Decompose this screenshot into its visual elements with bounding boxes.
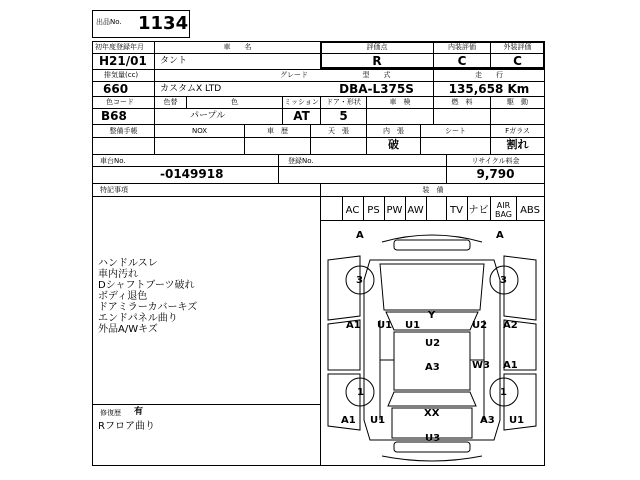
damage-mark: 1 <box>500 387 507 398</box>
seat-label: シート <box>445 127 466 135</box>
color-label: 色 <box>231 98 238 106</box>
displacement-label: 排気量(cc) <box>104 71 139 79</box>
equip-aw: AW <box>407 205 424 216</box>
color-code-value: B68 <box>101 109 127 123</box>
interior-panel-label: 内 張 <box>383 127 404 135</box>
reg-date-label: 初年度登録年月 <box>95 43 144 51</box>
history-label: 車 歴 <box>267 127 288 135</box>
note-item: 外品A/Wキズ <box>98 324 158 335</box>
repair-value: 有 <box>134 407 144 417</box>
chassis-value: -0149918 <box>160 167 224 181</box>
fuel-label: 燃 料 <box>451 98 473 106</box>
grade-label: グレード <box>280 71 308 79</box>
damage-mark: XX <box>424 408 440 419</box>
mission-value: AT <box>293 109 310 123</box>
grade-value: カスタムX LTD <box>160 84 222 94</box>
model-code-value: DBA-L375S <box>339 82 414 96</box>
damage-mark: U1 <box>509 415 525 426</box>
equip-navi: ナビ <box>468 205 489 216</box>
lot-number-value: 1134 <box>138 13 189 34</box>
note-item: ハンドルスレ <box>98 258 158 269</box>
interior-grade-value: C <box>457 54 467 68</box>
score-label: 評価点 <box>366 43 388 51</box>
equip-ps: PS <box>367 205 380 216</box>
equip-airbag: AIR BAG <box>494 201 513 219</box>
damage-mark: A <box>356 230 364 241</box>
color-change-label: 色替 <box>163 98 178 106</box>
repair-detail: Rフロア曲り <box>98 421 155 432</box>
equip-blank <box>426 202 446 220</box>
drive-label: 駆 動 <box>507 98 528 106</box>
exterior-grade-value: C <box>513 54 522 68</box>
note-item: ドアミラーカバーキズ <box>98 302 198 313</box>
equip-tv: TV <box>450 205 463 216</box>
car-name-value: タント <box>160 56 188 66</box>
interior-grade-label: 内装評価 <box>448 43 476 51</box>
score-value: R <box>372 54 382 68</box>
mileage-label: 走 行 <box>475 71 503 79</box>
damage-mark: 1 <box>357 387 364 398</box>
damage-mark: U1 <box>377 320 393 331</box>
exterior-grade-label: 外装評価 <box>503 43 532 51</box>
equip-pw: PW <box>386 205 403 216</box>
manual-label: 整備手帳 <box>109 127 138 135</box>
repair-label: 修復歴 <box>100 409 121 417</box>
mission-label: ミッション <box>284 98 319 106</box>
damage-mark: A2 <box>503 320 518 331</box>
damage-mark: A1 <box>503 360 518 371</box>
interior-panel-value: 破 <box>388 138 399 151</box>
displacement-value: 660 <box>103 82 129 96</box>
equipment-label: 装 備 <box>422 186 444 194</box>
damage-mark: U1 <box>370 415 386 426</box>
inspection-label: 車 検 <box>389 98 411 106</box>
damage-mark: U2 <box>472 320 488 331</box>
color-code-label: 色コード <box>106 98 134 106</box>
damage-mark: A1 <box>341 415 356 426</box>
damage-mark: A1 <box>346 320 361 331</box>
damage-mark: 3 <box>356 275 363 286</box>
recycle-label: リサイクル料金 <box>471 157 520 165</box>
notes-label: 特記事項 <box>100 186 128 194</box>
damage-mark: A3 <box>425 362 440 373</box>
ceiling-label: 天 張 <box>328 127 349 135</box>
equip-abs: ABS <box>520 205 540 216</box>
chassis-label: 車台No. <box>100 157 126 165</box>
recycle-value: 9,790 <box>476 167 515 181</box>
model-code-label: 型 式 <box>362 71 391 79</box>
lot-number-label: 出品No. <box>96 18 122 26</box>
damage-mark: U2 <box>425 338 441 349</box>
damage-mark: 3 <box>500 275 507 286</box>
damage-mark: Y <box>428 310 436 321</box>
fglass-label: Fガラス <box>505 127 530 135</box>
note-item: エンドパネル曲り <box>98 313 178 324</box>
reg-date-value: H21/01 <box>99 54 147 68</box>
note-item: ボディ退色 <box>98 291 148 302</box>
damage-mark: U1 <box>405 320 421 331</box>
damage-mark: U3 <box>425 433 441 444</box>
nox-label: NOX <box>191 127 208 135</box>
car-name-label: 車 名 <box>223 43 252 51</box>
note-item: Dシャフトブーツ破れ <box>98 280 195 291</box>
mileage-value: 135,658 Km <box>448 82 530 96</box>
damage-mark: A <box>496 230 504 241</box>
door-value: 5 <box>339 109 348 123</box>
registration-label: 登録No. <box>288 157 314 165</box>
color-value: パープル <box>190 111 226 121</box>
door-label: ドア・形状 <box>326 98 361 106</box>
damage-mark: A3 <box>480 415 495 426</box>
fglass-value: 割れ <box>506 138 529 151</box>
note-item: 車内汚れ <box>98 269 138 280</box>
damage-mark: W3 <box>472 360 490 371</box>
equip-ac: AC <box>345 205 360 216</box>
